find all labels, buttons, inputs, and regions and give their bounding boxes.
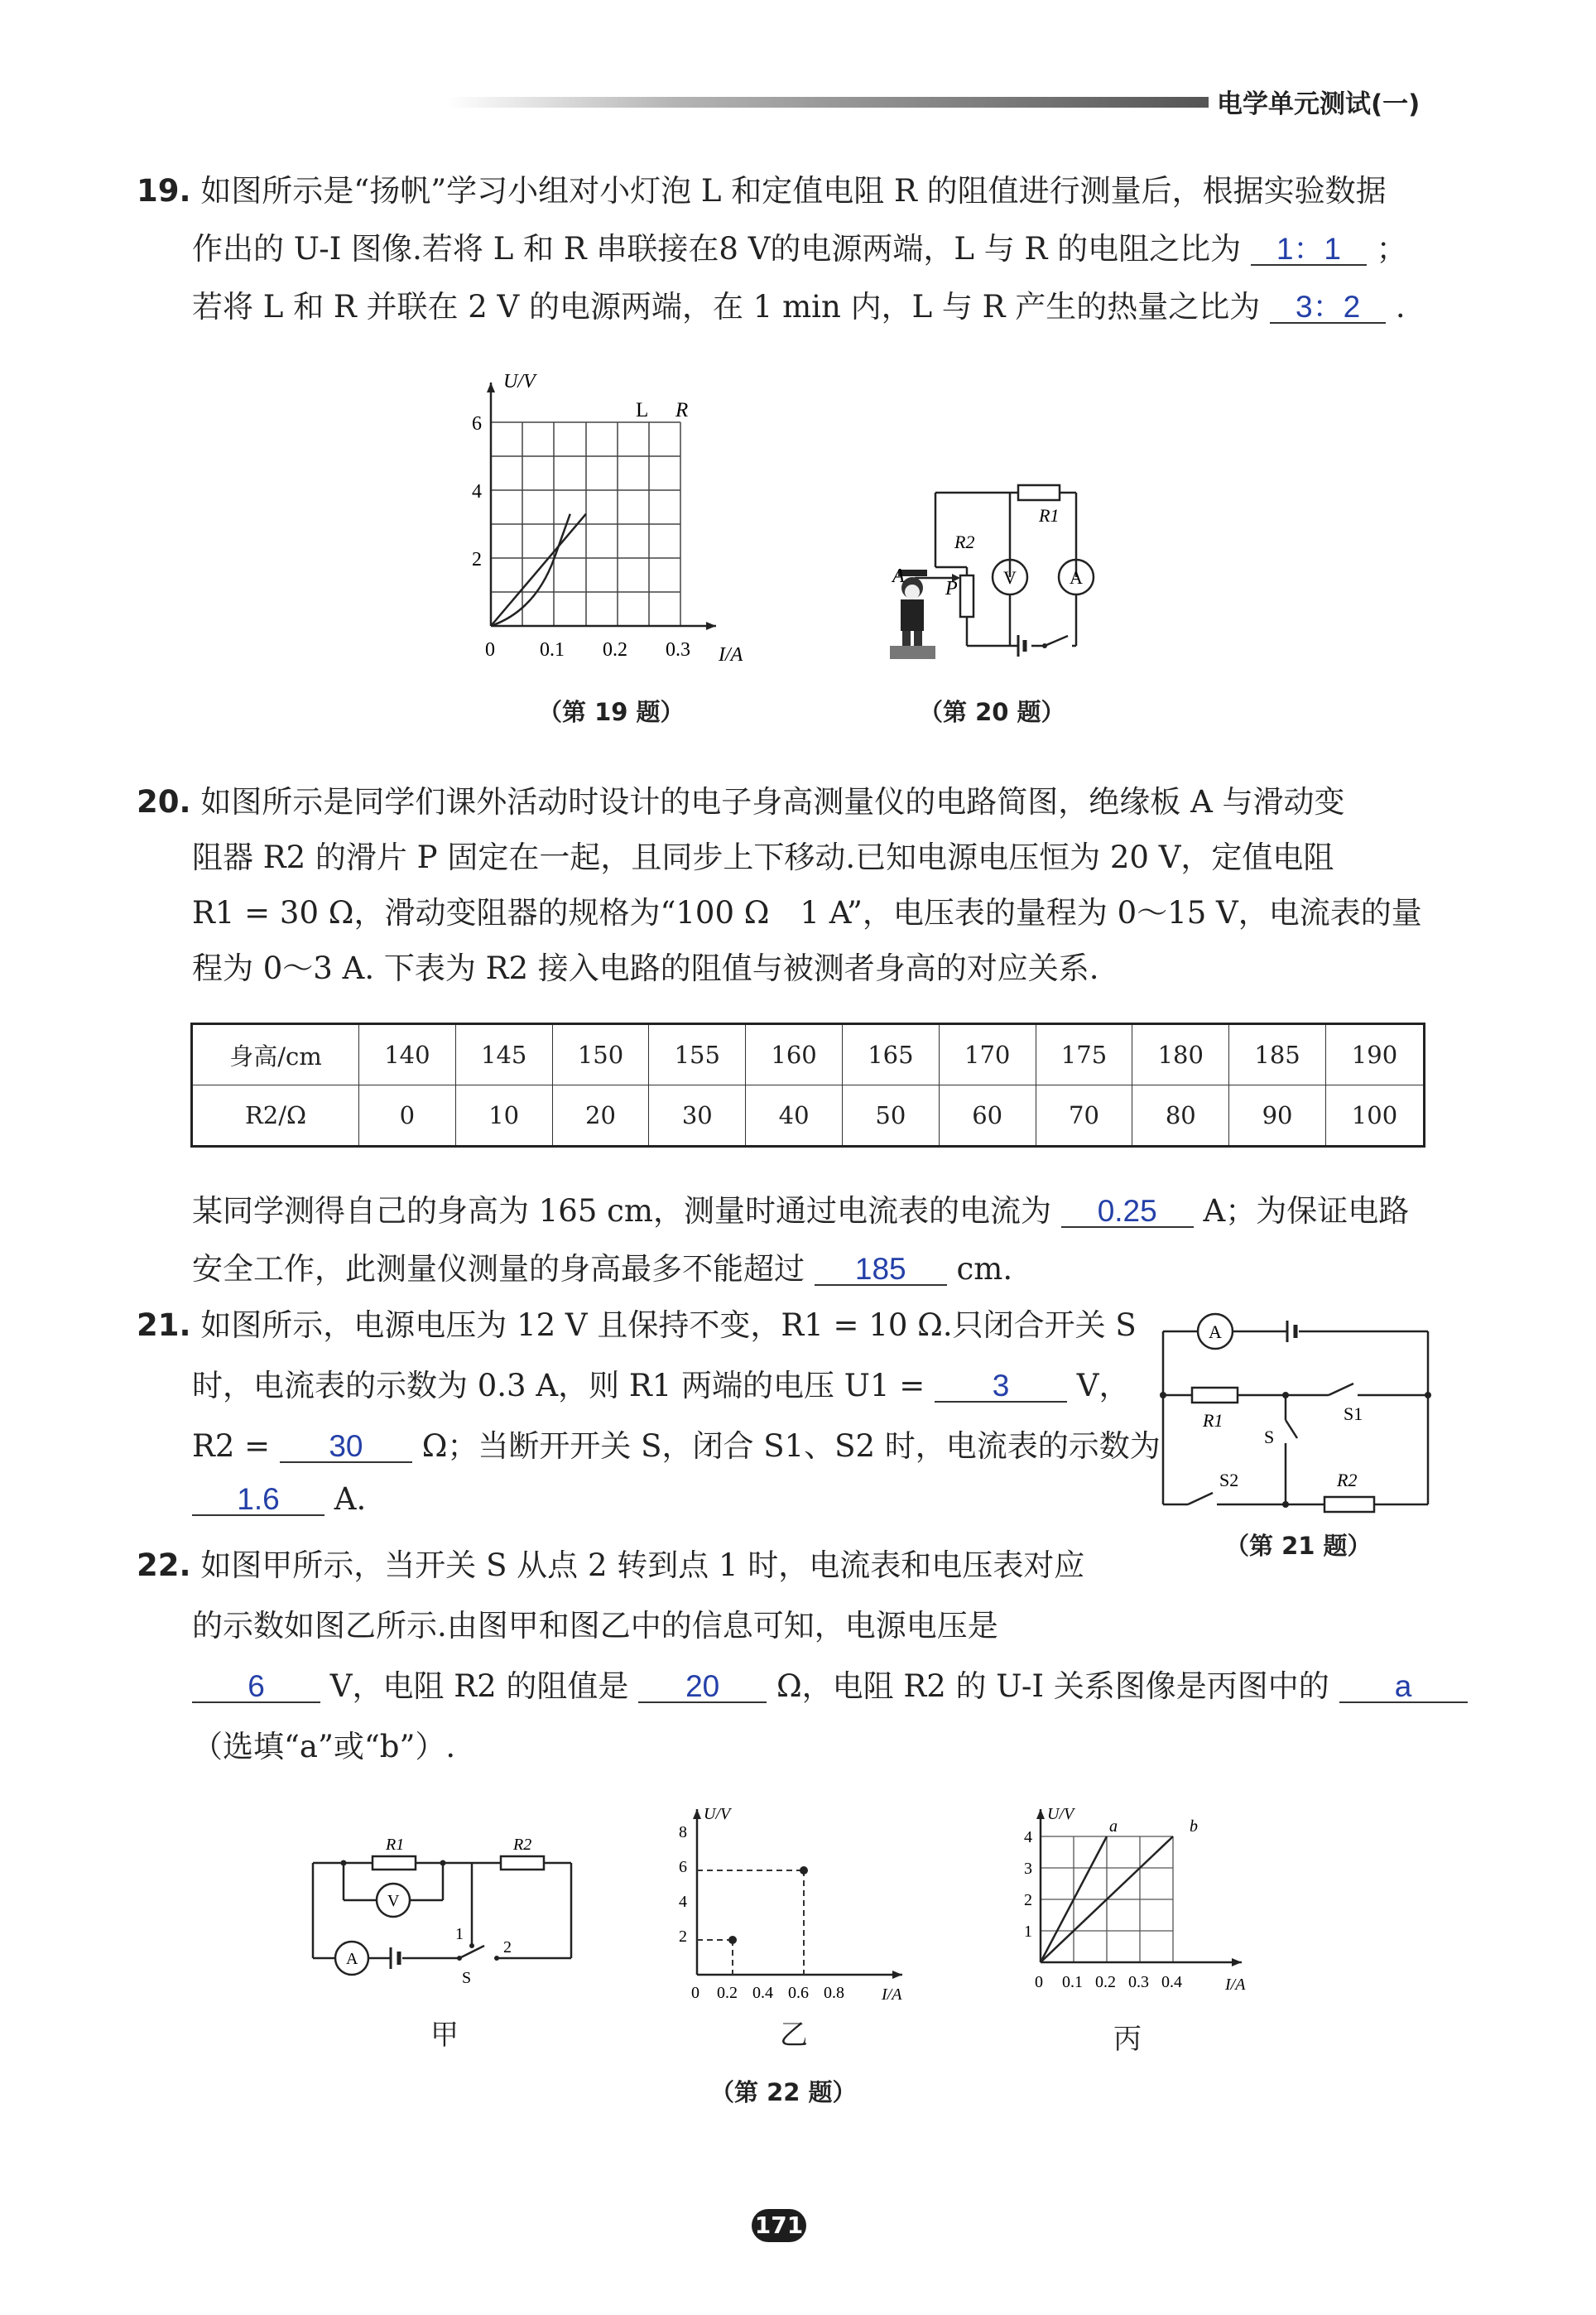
fig19-curve-L <box>491 514 570 626</box>
q22-text-2: 的示数如图乙所示.由图甲和图乙中的信息可知，电源电压是 <box>192 1608 998 1644</box>
fig22-label-R2: R2 <box>513 1836 532 1854</box>
q19-answer-1: 1：1 <box>1251 234 1367 266</box>
fig22-caption: （第 22 题） <box>710 2078 857 2106</box>
fig22-yi-xtick-0.8: 0.8 <box>824 1984 844 2000</box>
q19-line2 <box>192 224 1407 268</box>
table-cell: 80 <box>1132 1085 1229 1147</box>
table-cell: 20 <box>552 1085 649 1147</box>
fig22-yi-ytick-8: 8 <box>679 1823 687 1841</box>
fig22-yi-x-label: I/A <box>882 1985 902 2000</box>
q21-answer-3: 1.6 <box>192 1485 324 1516</box>
fig19-x-arrow <box>706 622 716 630</box>
fig22-bing-ytick-3: 3 <box>1024 1860 1032 1878</box>
fig22-yi-ytick-4: 4 <box>679 1893 687 1911</box>
q20-number: 20. <box>137 784 191 820</box>
table-cell: 185 <box>1229 1024 1326 1085</box>
fig21-label-S2: S2 <box>1219 1470 1239 1490</box>
q20-line1 <box>137 777 1345 821</box>
q20-line6 <box>192 1244 1012 1288</box>
fig22-label-V: V <box>387 1892 400 1910</box>
q20-text-4: 程为 0～3 A. 下表为 R2 接入电路的阻值与被测者身高的对应关系. <box>192 951 1099 986</box>
fig20-r2-rheostat <box>960 575 973 617</box>
q21-text-2b: V， <box>1076 1368 1130 1403</box>
fig22-bing-y-label: U/V <box>1047 1805 1074 1823</box>
table-cell: 140 <box>359 1024 456 1085</box>
q21-text-1: 如图所示，电源电压为 12 V 且保持不变，R1 = 10 Ω.只闭合开关 S <box>200 1307 1137 1343</box>
q19-text-1: 如图所示是“扬帆”学习小组对小灯泡 L 和定值电阻 R 的阻值进行测量后，根据实验数据 <box>200 173 1387 209</box>
fig22-yi-y-label: U/V <box>704 1805 731 1823</box>
q20-text-5: 某同学测得自己的身高为 165 cm，测量时通过电流表的电流为 <box>192 1193 1051 1229</box>
height-resistance-table <box>190 1023 1425 1148</box>
fig20-r1-resistor <box>1018 485 1060 500</box>
table-cell: 60 <box>939 1085 1036 1147</box>
fig22-label-A: A <box>346 1950 358 1968</box>
fig22-bing-ytick-1: 1 <box>1024 1923 1032 1941</box>
q20-line5 <box>192 1186 1409 1230</box>
q19-text-2b: ； <box>1376 231 1407 267</box>
q21-text-3b: Ω；当断开开关 S，闭合 S1、S2 时，电流表的示数为 <box>421 1428 1161 1464</box>
fig20-label-P: P <box>945 578 958 599</box>
fig22-r2-resistor <box>501 1856 544 1870</box>
fig19-xtick-0.2: 0.2 <box>603 639 627 661</box>
q20-text-1: 如图所示是同学们课外活动时设计的电子身高测量仪的电路简图，绝缘板 A 与滑动变 <box>200 784 1345 820</box>
q20-text-6b: cm. <box>956 1251 1013 1287</box>
q19-line1 <box>137 166 1387 210</box>
fig22-yi-data-point <box>800 1866 808 1875</box>
table-cell: 180 <box>1132 1024 1229 1085</box>
table-cell: 155 <box>649 1024 746 1085</box>
fig21-r1-resistor <box>1192 1388 1238 1403</box>
fig21-label-A: A <box>1209 1321 1222 1342</box>
q21-answer-2: 30 <box>280 1432 412 1463</box>
q22-answer-2: 20 <box>638 1672 767 1703</box>
q19-number: 19. <box>137 173 191 209</box>
q22-answer-1: 6 <box>192 1672 320 1703</box>
q20-text-5b: A；为保证电路 <box>1203 1193 1410 1229</box>
table-cell: 165 <box>842 1024 939 1085</box>
table-cell: 170 <box>939 1024 1036 1085</box>
fig19-caption: （第 19 题） <box>538 698 685 726</box>
table-row-resistance <box>192 1085 1425 1147</box>
q20-answer-1: 0.25 <box>1061 1196 1194 1228</box>
q22-number: 22. <box>137 1547 191 1583</box>
fig21-label-S1: S1 <box>1344 1403 1363 1424</box>
q20-text-6: 安全工作，此测量仪测量的身高最多不能超过 <box>192 1251 805 1287</box>
table-cell: 160 <box>746 1024 843 1085</box>
q21-answer-1: 3 <box>935 1371 1067 1403</box>
fig19-ytick-2: 2 <box>472 549 482 570</box>
table-row-label: R2/Ω <box>192 1085 359 1147</box>
table-cell: 40 <box>746 1085 843 1147</box>
fig19-ytick-6: 6 <box>472 413 482 435</box>
table-cell: 150 <box>552 1024 649 1085</box>
fig19-graph <box>464 364 778 679</box>
fig20-label-ammeter: A <box>1070 567 1083 588</box>
table-cell: 100 <box>1325 1085 1424 1147</box>
q22-text-4: （选填“a”或“b”）. <box>192 1729 456 1764</box>
fig19-xtick-0.1: 0.1 <box>540 639 565 661</box>
fig22-yi-ytick-6: 6 <box>679 1858 687 1876</box>
fig19-y-arrow <box>487 383 495 392</box>
fig22-label-bing: 丙 <box>1113 2023 1142 2056</box>
fig21-label-R2: R2 <box>1337 1470 1358 1490</box>
fig22-bing-xtick-0.3: 0.3 <box>1128 1973 1149 1991</box>
fig20-circuit <box>869 472 1118 671</box>
table-cell: 70 <box>1036 1085 1132 1147</box>
page-number: 171 <box>752 2209 806 2242</box>
fig22-jia-circuit <box>298 1830 596 1995</box>
table-cell: 10 <box>455 1085 552 1147</box>
fig22-bing-xtick-0.4: 0.4 <box>1161 1973 1182 1991</box>
fig22-yi-xtick-0.4: 0.4 <box>752 1984 773 2000</box>
q19-text-2: 作出的 U-I 图像.若将 L 和 R 串联接在8 V的电源两端，L 与 R 的电阻之比为 <box>192 231 1242 267</box>
q21-text-3: R2 = <box>192 1428 271 1464</box>
fig22-yi-data-point <box>728 1936 737 1944</box>
fig20-label-A: A <box>892 566 905 587</box>
fig22-yi-graph <box>662 1801 927 2000</box>
fig22-label-R1: R1 <box>386 1836 405 1854</box>
fig22-bing-ytick-2: 2 <box>1024 1891 1032 1909</box>
q22-line3 <box>192 1661 1468 1706</box>
q22-answer-3: a <box>1339 1672 1468 1703</box>
q19-answer-2: 3：2 <box>1270 292 1386 324</box>
q22-text-3: V，电阻 R2 的阻值是 <box>329 1668 629 1704</box>
fig19-xtick-0.3: 0.3 <box>666 639 690 661</box>
fig22-bing-xtick-0.1: 0.1 <box>1062 1973 1083 1991</box>
q20-answer-2: 185 <box>815 1254 947 1286</box>
q22-text-1: 如图甲所示，当开关 S 从点 2 转到点 1 时，电流表和电压表对应 <box>200 1547 1085 1583</box>
fig21-caption: （第 21 题） <box>1225 1532 1372 1560</box>
fig22-bing-x-label: I/A <box>1225 1976 1246 1994</box>
fig22-bing-ytick-4: 4 <box>1024 1828 1032 1846</box>
fig22-yi-xtick-0: 0 <box>691 1984 699 2000</box>
q21-line3 <box>192 1421 1161 1466</box>
fig22-label-point1: 1 <box>455 1925 464 1943</box>
fig22-yi-ytick-2: 2 <box>679 1928 687 1946</box>
fig19-line-R <box>491 514 586 626</box>
header-decoration-bar <box>447 97 1209 108</box>
q20-text-2: 阻器 R2 的滑片 P 固定在一起，且同步上下移动.已知电源电压恒为 20 V，定值电阻 <box>192 840 1334 875</box>
q21-number: 21. <box>137 1307 191 1343</box>
fig22-label-S: S <box>462 1969 472 1987</box>
q19-text-3: 若将 L 和 R 并联在 2 V 的电源两端，在 1 min 内，L 与 R 产生的热量之比为 <box>192 289 1261 325</box>
fig22-bing-label-a: a <box>1109 1817 1118 1836</box>
table-cell: 145 <box>455 1024 552 1085</box>
fig19-grid <box>491 422 680 626</box>
table-cell: 90 <box>1229 1085 1326 1147</box>
fig22-bing-graph <box>1006 1801 1271 2000</box>
fig19-x-label: I/A <box>719 644 743 666</box>
table-cell: 50 <box>842 1085 939 1147</box>
q21-line4 <box>192 1481 366 1517</box>
table-cell: 175 <box>1036 1024 1132 1085</box>
fig22-bing-xtick-0.2: 0.2 <box>1095 1973 1116 1991</box>
q19-line3 <box>192 282 1406 326</box>
table-cell: 0 <box>359 1085 456 1147</box>
fig22-yi-xtick-0.6: 0.6 <box>788 1984 809 2000</box>
fig21-circuit <box>1155 1296 1436 1519</box>
table-cell: 190 <box>1325 1024 1424 1085</box>
fig20-caption: （第 20 题） <box>919 698 1065 726</box>
fig19-label-L: L <box>636 399 649 421</box>
q20-text-3: R1 = 30 Ω，滑动变阻器的规格为“100 Ω 1 A”，电压表的量程为 0～15 V，电流表的量 <box>192 895 1422 931</box>
fig22-yi-xtick-0.2: 0.2 <box>717 1984 738 2000</box>
fig19-y-label: U/V <box>503 371 536 392</box>
q22-text-3b: Ω，电阻 R2 的 U-I 关系图像是丙图中的 <box>776 1668 1329 1704</box>
fig22-label-yi: 乙 <box>780 2019 808 2052</box>
fig19-xtick-0: 0 <box>485 639 495 661</box>
q19-text-3b: . <box>1395 289 1406 325</box>
fig21-label-S: S <box>1264 1427 1275 1447</box>
table-row-height <box>192 1024 1425 1085</box>
fig20-label-V: V <box>1003 567 1017 588</box>
fig20-label-R2: R2 <box>954 532 975 552</box>
fig19-ytick-4: 4 <box>472 481 482 503</box>
q21-text-2: 时，电流表的示数为 0.3 A，则 R1 两端的电压 U1 = <box>192 1368 925 1403</box>
fig22-r1-resistor <box>373 1856 416 1870</box>
q21-text-4: A. <box>334 1481 367 1517</box>
fig21-label-R1: R1 <box>1203 1410 1223 1431</box>
fig22-bing-xtick-0: 0 <box>1035 1973 1043 1991</box>
fig22-label-point2: 2 <box>503 1938 512 1956</box>
q21-line2 <box>192 1360 1130 1405</box>
table-cell: 30 <box>649 1085 746 1147</box>
table-row-label: 身高/cm <box>192 1024 359 1085</box>
fig22-label-jia: 甲 <box>430 2019 459 2052</box>
fig19-label-R: R <box>675 399 689 421</box>
q21-line1 <box>137 1300 1137 1345</box>
page-header-title: 电学单元测试(一) <box>1217 89 1421 119</box>
fig20-label-R1: R1 <box>1039 505 1060 526</box>
fig22-bing-label-b: b <box>1190 1817 1198 1836</box>
fig21-r2-resistor <box>1324 1497 1374 1512</box>
q22-line1 <box>137 1540 1084 1585</box>
